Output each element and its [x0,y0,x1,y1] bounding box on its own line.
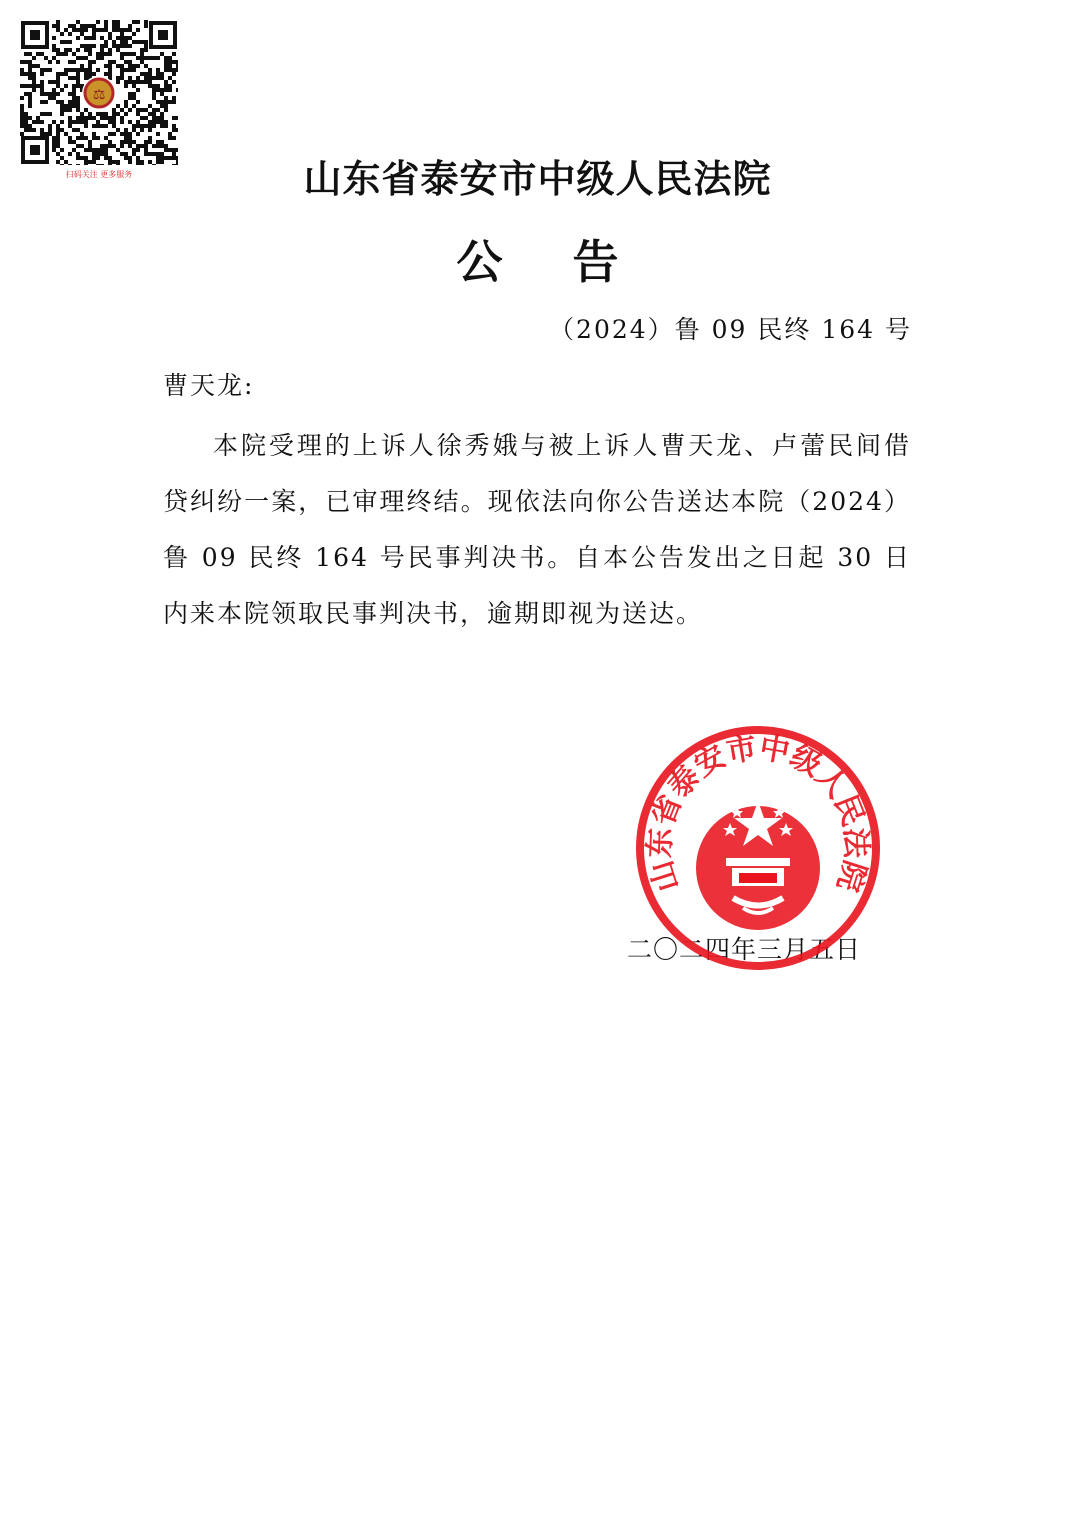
notice-body: 本院受理的上诉人徐秀娥与被上诉人曹天龙、卢蕾民间借贷纠纷一案，已审理终结。现依法向你公告送达本院（2024）鲁 09 民终 164 号民事判决书。自本公告发出之日起 30 日内来本院领取民事判决书，逾期即视为送达。 [163,431,911,628]
qr-code-icon [20,20,178,165]
svg-text:⚖: ⚖ [92,87,106,103]
document-title: 公告 [456,235,689,289]
case-number: （2024）鲁 09 民终 164 号 [549,315,912,344]
qr-caption: 扫码关注 更多服务 [65,170,133,179]
addressee: 曹天龙: [163,371,255,400]
court-seal-icon [633,723,883,973]
court-name: 山东省泰安市中级人民法院 [303,156,772,201]
issue-date: 二〇二四年三月五日 [627,935,862,964]
svg-text:山东省泰安市中级人民法院: 山东省泰安市中级人民法院 [642,730,874,896]
court-seal [633,723,883,973]
